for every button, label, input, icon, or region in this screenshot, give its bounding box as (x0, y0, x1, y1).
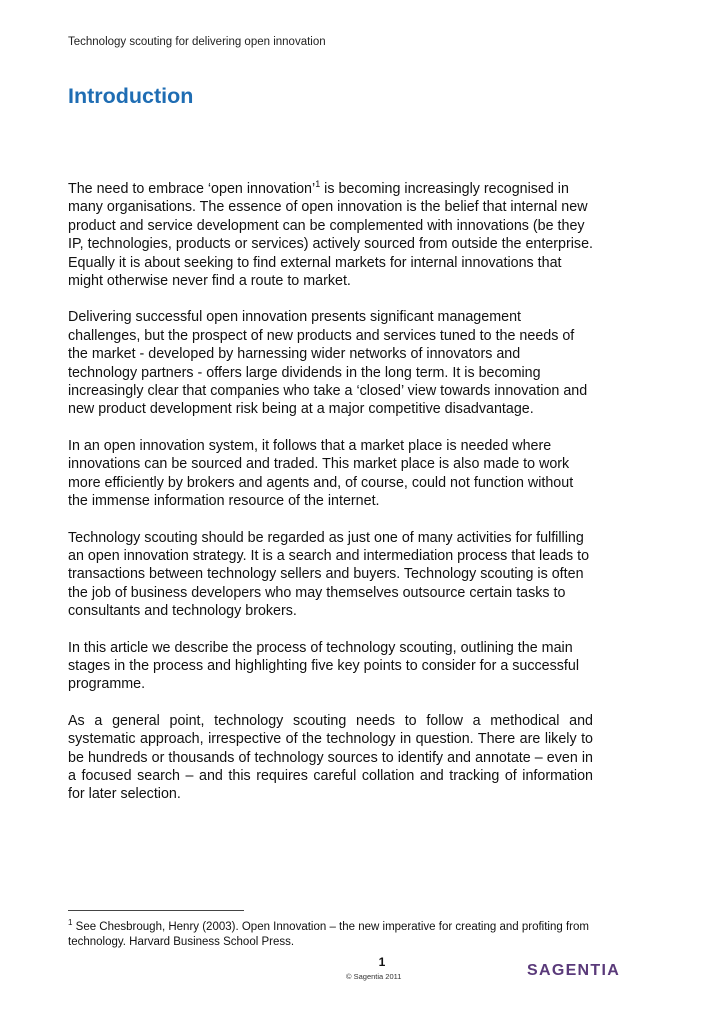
footnote-text: See Chesbrough, Henry (2003). Open Innovation – the new imperative for creating and profiting from technology. Harvard Business School Press. (68, 920, 589, 949)
footnote-number: 1 (68, 918, 73, 927)
running-header: Technology scouting for delivering open innovation (68, 36, 326, 48)
footnote-separator (68, 910, 244, 911)
section-title: Introduction (68, 84, 194, 108)
paragraph-4: Technology scouting should be regarded as just one of many activities for fulfilling an open innovation strategy. It is a search and intermediation process that leads to transactions between technology sellers and buyers. Technology scouting is often the job of business developers who may themselves outsource certain tasks to consultants and technology brokers. (68, 529, 590, 620)
paragraph-1 (68, 180, 593, 290)
footnote (68, 915, 628, 951)
paragraph-1-rest: is becoming increasingly recognised in many organisations. The essence of open innovation is the belief that internal new product and service development can be complemented with innovations (be they IP, technologies, products or services) actively sourced from outside the enterprise. Equally it is about seeking to find external markets for internal innovations that might otherwise never find a route to market. (68, 181, 594, 290)
copyright-notice: © Sagentia 2011 (346, 972, 402, 981)
page-number: 1 (378, 955, 386, 969)
footnote-reference[interactable]: 1 (315, 179, 321, 190)
body-text (68, 180, 593, 822)
sagentia-logo: SAGENTIA (527, 962, 621, 979)
paragraph-1-start: The need to embrace ‘open innovation’ (68, 181, 316, 197)
paragraph-6: As a general point, technology scouting needs to follow a methodical and systematic approach, irrespective of the technology in question. There are likely to be hundreds or thousands of technology sources to identify and annotate – even in a focused search – and this requires careful collation and tracking of information for later selection. (68, 712, 593, 803)
paragraph-2: Delivering successful open innovation presents significant management challenges, but the prospect of new products and services tuned to the needs of the market - developed by harnessing wider networks of innovators and technology partners - offers large dividends in the long term. It is becoming increasingly clear that companies who take a ‘closed’ view towards innovation and new product development risk being at a major competitive disadvantage. (68, 309, 588, 418)
paragraph-5: In this article we describe the process of technology scouting, outlining the main stages in the process and highlighting five key points to consider for a successful programme. (68, 639, 580, 693)
paragraph-3: In an open innovation system, it follows that a market place is needed where innovations can be sourced and traded. This market place is also made to work more efficiently by brokers and agents and, of course, could not function without the immense information resource of the internet. (68, 437, 574, 510)
